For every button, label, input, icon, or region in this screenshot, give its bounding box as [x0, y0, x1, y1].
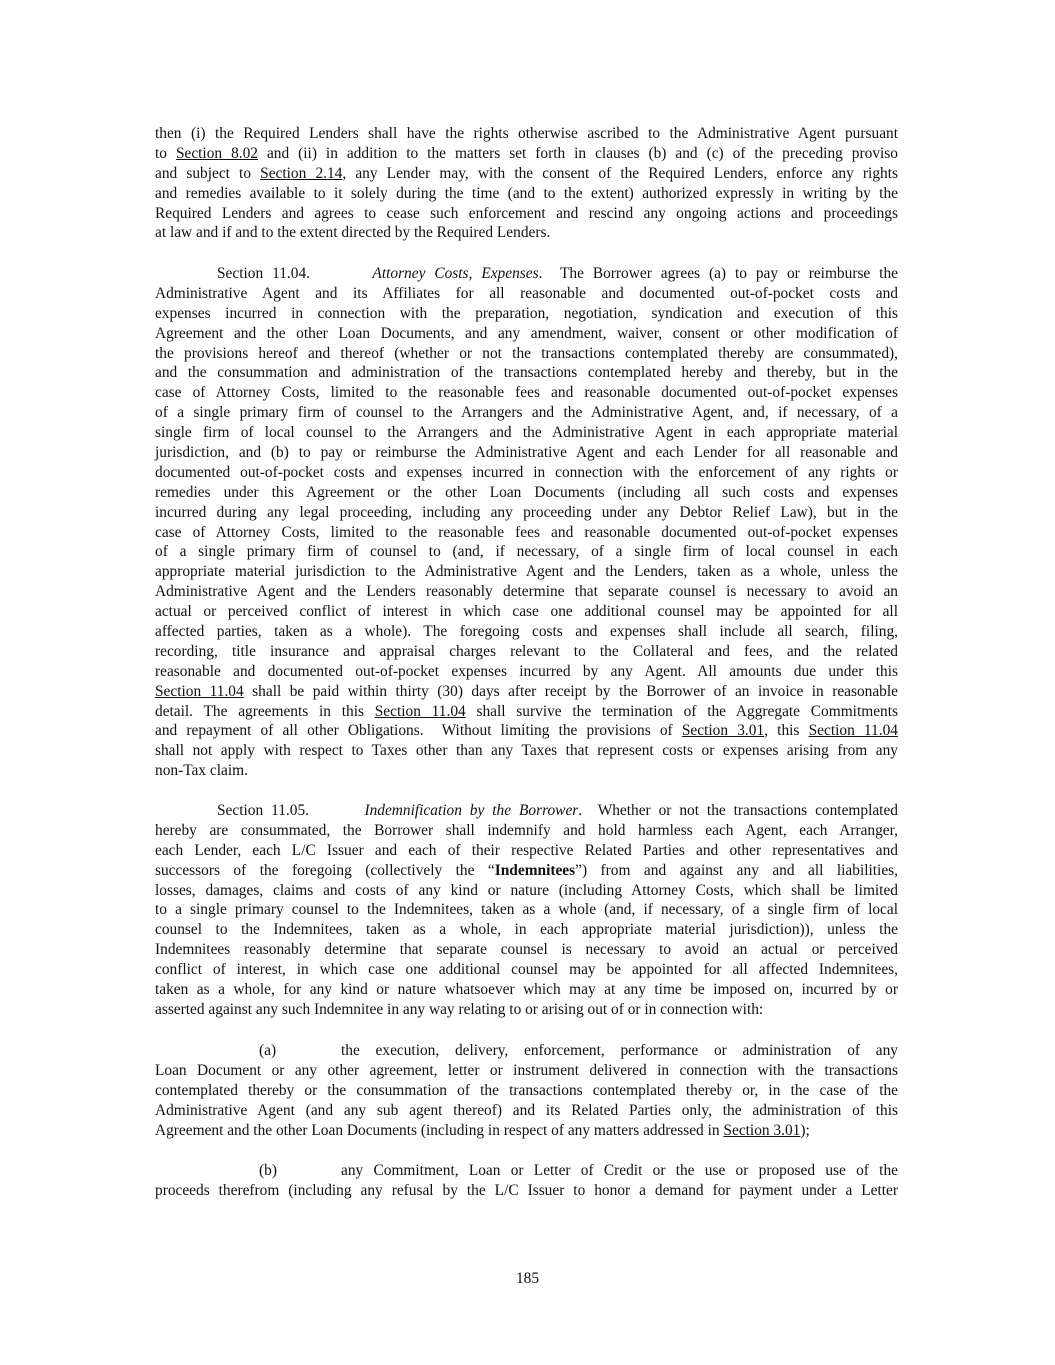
section-reference-link[interactable]: Section 11.04: [155, 682, 244, 700]
text-line: [155, 523, 898, 543]
text-run: expenses incurred in connection with the preparation, negotiation, syndication and execution of this: [155, 304, 898, 322]
text-run: Section 11.05.: [217, 802, 365, 819]
text-run: and remedies available to it solely during the time (and to the extent) authorized expressly in writing by the: [155, 184, 898, 202]
text-line: [217, 801, 898, 821]
text-run: case of Attorney Costs, limited to the reasonable fees and reasonable documented out-of-pocket expenses: [155, 384, 898, 402]
text-run: Administrative Agent and the Lenders reasonably determine that separate counsel is necessary to avoid an: [155, 583, 898, 601]
text-run: );: [800, 1121, 810, 1139]
section-reference-link[interactable]: Section 11.04: [374, 702, 466, 720]
text-run: any Commitment, Loan or Letter of Credit or the use or proposed use of the: [341, 1162, 898, 1179]
text-line: [155, 324, 898, 344]
text-line: [155, 761, 898, 781]
text-line: [155, 1101, 898, 1121]
text-run: remedies under this Agreement or the other Loan Documents (including all such costs and expenses: [155, 483, 898, 501]
text-line: [155, 682, 898, 702]
text-line: [155, 204, 898, 224]
text-run: appropriate material jurisdiction to the Administrative Agent and the Lenders, taken as a whole, unless the: [155, 563, 898, 581]
text-run: at law and if and to the extent directed by the Required Lenders.: [155, 224, 551, 242]
text-line: [155, 841, 898, 861]
text-run: affected parties, taken as a whole). The foregoing costs and expenses shall include all search, filing,: [155, 623, 898, 641]
text-run: Agreement and the other Loan Documents, and any amendment, waiver, consent or other modification of: [155, 324, 898, 342]
text-line: [155, 124, 898, 144]
text-line: [155, 1061, 898, 1081]
text-line: [155, 622, 898, 642]
section-reference-link[interactable]: Section 3.01: [681, 722, 765, 740]
text-run: and repayment of all other Obligations. Without limiting the provisions of: [155, 722, 682, 740]
section-heading-italic: Indemnification by the Borrower: [364, 802, 579, 819]
text-line: [155, 423, 898, 443]
section-reference-link[interactable]: Section 2.14: [260, 164, 343, 182]
text-run: the execution, delivery, enforcement, performance or administration of any: [341, 1042, 898, 1059]
text-line: [155, 881, 898, 901]
text-line: [155, 344, 898, 364]
text-line: [217, 264, 898, 284]
page-number: 185: [515, 1270, 540, 1287]
text-line: [155, 1181, 898, 1201]
text-line: [155, 483, 898, 503]
clause-label: (a): [259, 1042, 277, 1059]
text-run: proceeds therefrom (including any refusal by the L/C Issuer to honor a demand for payment under a Letter: [155, 1181, 898, 1199]
text-run: then (i) the Required Lenders shall have the rights otherwise ascribed to the Administrative Agent pursuant: [155, 125, 898, 142]
text-run: and subject to: [155, 164, 261, 182]
text-line: [155, 443, 898, 463]
text-run: jurisdiction, and (b) to pay or reimburse the Administrative Agent and each Lender for all reasonable and: [155, 444, 898, 462]
text-line: [155, 582, 898, 602]
text-run: non-Tax claim.: [155, 762, 248, 780]
text-line: [155, 164, 898, 184]
text-run: Loan Document or any other agreement, letter or instrument delivered in connection with the transactions: [155, 1061, 898, 1079]
text-run: each Lender, each L/C Issuer and each of their respective Related Parties and other representatives and: [155, 841, 898, 859]
text-run: and the consummation and administration of the transactions contemplated hereby and thereby, but in the: [155, 364, 898, 382]
text-run: reasonable and documented out-of-pocket expenses incurred by any Agent. All amounts due under this: [155, 662, 898, 680]
text-run: to a single primary counsel to the Indemnitees, taken as a whole (and, if necessary, of a single firm of local: [155, 901, 898, 919]
text-line: [155, 642, 898, 662]
section-heading-italic: Attorney Costs, Expenses: [372, 265, 539, 282]
text-line: [155, 980, 898, 1000]
text-line: [155, 960, 898, 980]
text-line: [259, 1161, 898, 1181]
text-run: Agreement and the other Loan Documents (including in respect of any matters addressed in: [155, 1121, 724, 1139]
text-run: conflict of interest, in which case one additional counsel may be appointed for all affected Indemnitees,: [155, 961, 898, 979]
text-line: [155, 363, 898, 383]
text-run: , any Lender may, with the consent of the Required Lenders, enforce any rights: [342, 164, 898, 182]
text-line: [259, 1041, 898, 1061]
text-line: [155, 542, 898, 562]
text-line: [155, 184, 898, 204]
text-line: [155, 403, 898, 423]
text-run: shall be paid within thirty (30) days after receipt by the Borrower of an invoice in reasonable: [243, 682, 898, 700]
text-line: [155, 463, 898, 483]
section-reference-link[interactable]: Section 8.02: [175, 144, 258, 162]
text-line: [155, 741, 898, 761]
section-reference-link[interactable]: Section 11.04: [808, 722, 898, 740]
text-run: documented out-of-pocket costs and expenses incurred in connection with the enforcement of any rights or: [155, 463, 898, 481]
text-run: actual or perceived conflict of interest in which case one additional counsel may be appointed for all: [155, 603, 898, 621]
section-11-05: [155, 801, 898, 1020]
text-line: [155, 662, 898, 682]
text-run: contemplated thereby or the consummation of the transactions contemplated thereby or, in the case of the: [155, 1081, 898, 1099]
text-run: losses, damages, claims and costs of any kind or nature (including Attorney Costs, which shall be limited: [155, 881, 898, 899]
text-run: , this: [764, 722, 809, 740]
text-line: [155, 1121, 898, 1141]
paragraph-carryover: [155, 124, 898, 243]
text-line: [155, 304, 898, 324]
text-run: Indemnitees reasonably determine that separate counsel is necessary to avoid an actual or perceived: [155, 941, 898, 959]
clause-a: [155, 1041, 898, 1140]
text-line: [155, 702, 898, 722]
text-run: asserted against any such Indemnitee in any way relating to or arising out of or in connection with:: [155, 1000, 764, 1018]
text-run: case of Attorney Costs, limited to the reasonable fees and reasonable documented out-of-pocket expenses: [155, 523, 898, 541]
text-run: Required Lenders and agrees to cease such enforcement and rescind any ongoing actions and proceedings: [155, 204, 898, 222]
text-run: shall not apply with respect to Taxes other than any Taxes that represent costs or expenses arising from any: [155, 742, 898, 760]
text-run: Administrative Agent (and any sub agent thereof) and its Related Parties only, the administration of this: [155, 1101, 898, 1119]
text-run: single firm of local counsel to the Arrangers and the Administrative Agent in each appropriate material: [155, 424, 898, 442]
text-run: and (ii) in addition to the matters set forth in clauses (b) and (c) of the preceding proviso: [258, 144, 898, 162]
text-run: counsel to the Indemnitees, taken as a whole, in each appropriate material jurisdiction)), unless the: [155, 921, 898, 939]
text-run: ”) from and against any and all liabilities,: [575, 861, 899, 879]
text-line: [155, 821, 898, 841]
text-run: hereby are consummated, the Borrower shall indemnify and hold harmless each Agent, each Arranger,: [155, 821, 898, 839]
text-run: the provisions hereof and thereof (whether or not the transactions contemplated thereby are consummated),: [155, 344, 898, 362]
text-run: to: [155, 144, 176, 162]
text-run: . The Borrower agrees (a) to pay or reimburse the: [538, 265, 898, 282]
text-line: [155, 721, 898, 741]
defined-term: Indemnitees: [494, 861, 576, 879]
text-run: taken as a whole, for any kind or nature whatsoever which may at any time be imposed on, incurred by or: [155, 981, 898, 999]
text-run: Section 11.04.: [217, 265, 373, 282]
text-run: shall survive the termination of the Aggregate Commitments: [465, 702, 898, 720]
text-line: [155, 144, 898, 164]
section-reference-link[interactable]: Section 3.01: [723, 1121, 801, 1139]
text-line: [155, 920, 898, 940]
clause-label: (b): [259, 1162, 277, 1179]
text-run: detail. The agreements in this: [155, 702, 375, 720]
section-11-04: [155, 264, 898, 781]
text-line: [155, 861, 898, 881]
text-run: recording, title insurance and appraisal charges relevant to the Collateral and fees, and the related: [155, 642, 898, 660]
text-line: [155, 1000, 898, 1020]
text-run: of a single primary firm of counsel to the Arrangers and the Administrative Agent, and, if necessary, of a: [155, 404, 898, 422]
text-run: successors of the foregoing (collectively the “: [155, 861, 495, 879]
clause-b: [155, 1161, 898, 1201]
text-line: [155, 602, 898, 622]
text-line: [155, 1081, 898, 1101]
text-line: [155, 503, 898, 523]
text-run: Administrative Agent and its Affiliates for all reasonable and documented out-of-pocket costs and: [155, 284, 898, 302]
text-line: [155, 562, 898, 582]
text-run: incurred during any legal proceeding, including any proceeding under any Debtor Relief Law), but in the: [155, 503, 898, 521]
text-line: [155, 284, 898, 304]
text-line: [155, 383, 898, 403]
text-run: . Whether or not the transactions contemplated: [578, 802, 898, 819]
text-line: [155, 900, 898, 920]
text-run: of a single primary firm of counsel to (and, if necessary, of a single firm of local counsel in each: [155, 543, 898, 561]
text-line: [155, 940, 898, 960]
text-line: [155, 223, 898, 243]
